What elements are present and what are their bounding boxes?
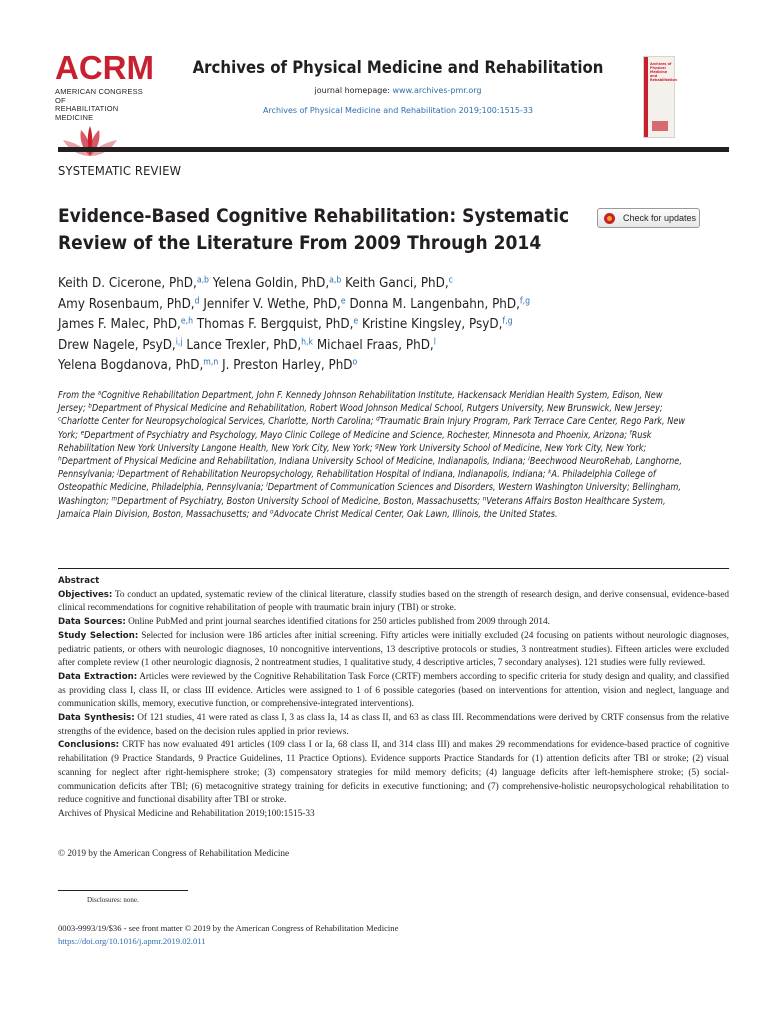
author-name[interactable]: J. Preston Harley, PhD	[218, 358, 353, 373]
abstract-section-label: Data Synthesis:	[58, 713, 135, 724]
affiliation-text: Department of Communication Sciences and Disorders, Western Washington University; Bellingham, Washington;	[58, 482, 681, 507]
affiliation-marker: h	[58, 454, 62, 463]
article-type-label: SYSTEMATIC REVIEW	[58, 163, 182, 178]
journal-cover-thumbnail	[643, 56, 675, 138]
affiliation-text: Veterans Affairs Boston Healthcare System, Jamaica Plain Division, Boston, Massachusetts; and	[58, 495, 666, 520]
abstract-section	[58, 616, 729, 630]
affiliation-marker: f	[629, 428, 632, 437]
journal-title: Archives of Physical Medicine and Rehabilitation	[192, 58, 604, 78]
footnote-rule	[58, 890, 188, 891]
abstract-section	[58, 712, 729, 739]
affiliation-text: Department of Psychiatry, Boston University School of Medicine, Boston, Massachusetts;	[117, 495, 483, 507]
author-affiliation-marker[interactable]: i,j	[175, 336, 183, 347]
cover-title	[650, 62, 677, 82]
author-name[interactable]: Yelena Bogdanova, PhD,	[58, 358, 204, 373]
abstract-citation: Archives of Physical Medicine and Rehabilitation 2019;100:1515-33	[58, 808, 315, 819]
affiliation-text: New York University School of Medicine, New York City, New York;	[378, 442, 647, 454]
abstract-section-label: Data Sources:	[58, 617, 126, 628]
disclosures-footnote: Disclosures: none.	[87, 896, 139, 904]
abstract-section-text: To conduct an updated, systematic review of the clinical literature, classify studies based on the strength of research design, and derive consensual, evidence-based clinical recommendations for cognitive rehabilitation of people with traumatic brain injury (TBI) or stroke.	[58, 589, 729, 614]
abstract-section-text: Selected for inclusion were 186 articles after initial screening. Fifty articles were initially excluded (24 focusing on patients without neurologic diagnoses, pediatric patients, or others with neurologic diagnoses, 10 noncognitive interventions, 13 descriptive protocols or studies, 3 nontreatment studies). Fifteen articles were excluded after complete review (1 other neurologic diagnosis, 2 nontreatment studies, 1 qualitative study, 4 descriptive articles, 7 secondary analyses). 121 studies were fully reviewed.	[58, 630, 729, 669]
author-name[interactable]: Jennifer V. Wethe, PhD,	[199, 296, 341, 312]
author-name[interactable]: Keith D. Cicerone, PhD,	[58, 276, 197, 291]
affiliation-marker: g	[375, 441, 379, 450]
abstract-section-label: Study Selection:	[58, 630, 139, 641]
affiliation-marker: o	[269, 507, 274, 516]
author-name[interactable]: Amy Rosenbaum, PhD,	[58, 296, 195, 312]
author-name[interactable]: Donna M. Langenbahn, PhD,	[345, 296, 520, 312]
affiliations	[58, 389, 692, 521]
abstract-section	[58, 630, 729, 671]
affiliation-marker: j	[117, 467, 119, 476]
author-line	[58, 336, 688, 357]
abstract	[58, 575, 729, 822]
author-affiliation-marker[interactable]: o	[352, 357, 358, 368]
affiliation-marker: m	[111, 494, 118, 503]
author-name[interactable]: Kristine Kingsley, PsyD,	[358, 317, 503, 332]
article-title-line: Review of the Literature From 2009 Through 2014	[58, 232, 542, 254]
doi-link[interactable]: https://doi.org/10.1016/j.apmr.2019.02.011	[58, 936, 206, 946]
cover-band	[644, 57, 648, 137]
affiliation-text: Traumatic Brain Injury Program, Park Terrace Care Center, Rego Park, New York;	[58, 416, 686, 441]
crossmark-icon	[604, 213, 615, 224]
check-for-updates-label: Check for updates	[623, 213, 697, 223]
author-name[interactable]: Lance Trexler, PhD,	[182, 337, 302, 353]
author-list	[58, 274, 688, 377]
affiliation-text: Rusk Rehabilitation New York University Langone Health, New York City, New York;	[58, 429, 652, 454]
article-title-line: Evidence-Based Cognitive Rehabilitation: Systematic	[58, 205, 570, 227]
header-rule	[58, 147, 729, 152]
author-name[interactable]: Drew Nagele, PsyD,	[58, 337, 176, 353]
homepage-link[interactable]: www.archives-pmr.org	[392, 86, 482, 95]
affiliation-text: Charlotte Center for Neuropsychological Services, Charlotte, North Carolina;	[61, 416, 377, 428]
abstract-section	[58, 671, 729, 712]
abstract-section-text: Online PubMed and print journal searches identified citations for 250 articles published from 2009 through 2014.	[125, 617, 550, 628]
author-name[interactable]: Thomas F. Bergquist, PhD,	[193, 317, 354, 332]
logo-subtitle	[55, 88, 155, 122]
affiliation-text: Department of Rehabilitation Neuropsychology, Rehabilitation Hospital of Indiana, Indianapolis, Indiana;	[118, 469, 549, 481]
author-affiliation-marker[interactable]: e	[353, 316, 359, 327]
affiliation-text: Department of Psychiatry and Psychology, Mayo Clinic College of Medicine and Science, Rochester, Minnesota and Phoenix, Arizona;	[84, 429, 630, 441]
cover-graphic	[652, 121, 668, 131]
logo-lotus-icon	[55, 124, 125, 158]
author-affiliation-marker[interactable]: m,n	[203, 357, 219, 368]
affiliation-lead: From the	[58, 390, 98, 401]
author-affiliation-marker[interactable]: f,g	[519, 295, 531, 306]
author-affiliation-marker[interactable]: d	[194, 295, 200, 306]
author-line	[58, 295, 688, 316]
author-affiliation-marker[interactable]: h,k	[301, 336, 314, 347]
abstract-section-text: Of 121 studies, 41 were rated as class I, 3 as class Ia, 14 as class II, and 63 as class III. Recommendations were derived by CRTF consensus from the relative strengths of the evidence, based on the decision rules applied in prior reviews.	[58, 713, 729, 737]
abstract-rule	[58, 568, 729, 569]
abstract-section-text: Articles were reviewed by the Cognitive Rehabilitation Task Force (CRTF) members according to specific criteria for study design and quality, and classified as providing class I, class II, or class III evidence. Articles were assigned to 1 of 6 possible categories (based on interventions for attention, vision and neglect, language and communication skills, memory, executive function, or comprehensive-integrated interventions).	[58, 671, 729, 710]
logo-wordmark: ACRM	[55, 49, 154, 86]
affiliation-marker: d	[376, 414, 380, 423]
author-name[interactable]: Michael Fraas, PhD,	[313, 337, 434, 353]
abstract-section-text: CRTF has now evaluated 491 articles (109 class I or Ia, 68 class II, and 314 class III) and makes 29 recommendations for evidence-based practice of cognitive rehabilitation (9 Practice Standards, 9 Practice Guidelines, 11 Practice Options). Evidence supports Practice Standards for (1) attention deficits after TBI or stroke; (2) visual scanning for neglect after right-hemisphere stroke; (3) compensatory strategies for mild memory deficits; (4) language deficits after left-hemisphere stroke; (5) social-communication deficits after TBI; (6) metacognitive strategy training for deficits in executive functioning; and (7) comprehensive-holistic neuropsychological rehabilitation to reduce cognitive and functional disability after TBI or stroke.	[58, 740, 729, 806]
abstract-section-label: Data Extraction:	[58, 671, 138, 682]
abstract-section-label: Conclusions:	[58, 740, 120, 751]
journal-homepage	[160, 86, 636, 95]
copyright-notice: © 2019 by the American Congress of Rehabilitation Medicine	[58, 849, 290, 859]
abstract-section-label: Objectives:	[58, 589, 113, 600]
author-affiliation-marker[interactable]: a,b	[329, 275, 342, 286]
check-for-updates-button[interactable]	[597, 208, 700, 228]
author-line	[58, 356, 688, 377]
author-affiliation-marker[interactable]: l	[433, 336, 436, 347]
author-affiliation-marker[interactable]: a,b	[196, 275, 209, 286]
affiliation-marker: k	[548, 467, 552, 476]
abstract-heading: Abstract	[58, 576, 100, 586]
author-name[interactable]: Yelena Goldin, PhD,	[208, 276, 330, 291]
cover-title-line: Archives of	[650, 62, 672, 66]
affiliation-marker: b	[88, 401, 92, 410]
author-affiliation-marker[interactable]: e	[340, 295, 346, 306]
affiliation-text: Advocate Christ Medical Center, Oak Lawn, Illinois, the United States.	[273, 508, 558, 520]
acrm-logo	[55, 49, 155, 140]
author-affiliation-marker[interactable]: f,g	[502, 316, 513, 327]
affiliation-marker: l	[266, 480, 268, 489]
article-title	[58, 203, 593, 257]
affiliation-marker: a	[97, 388, 102, 397]
author-name[interactable]: James F. Malec, PhD,	[58, 317, 181, 332]
author-affiliation-marker[interactable]: e,h	[180, 316, 194, 327]
affiliation-marker: i	[528, 454, 530, 463]
author-line	[58, 274, 688, 295]
cover-title-line: Physical Medicine	[650, 66, 668, 74]
homepage-label: journal homepage:	[314, 86, 393, 95]
author-name[interactable]: Keith Ganci, PhD,	[341, 276, 449, 291]
abstract-section	[58, 739, 729, 808]
cover-title-line: and Rehabilitation	[650, 74, 677, 82]
abstract-section	[58, 589, 729, 616]
abstract-sections	[58, 589, 729, 808]
journal-citation-link[interactable]: Archives of Physical Medicine and Rehabilitation 2019;100:1515-33	[262, 106, 534, 115]
affiliation-text: Beechwood NeuroRehab, Langhorne, Pennsylvania;	[58, 456, 682, 481]
affiliation-text: Department of Physical Medicine and Rehabilitation, Indiana University School of Medicine, Indianapolis, Indiana;	[61, 456, 529, 468]
author-line	[58, 315, 688, 336]
affiliation-marker: e	[80, 428, 85, 437]
issn-line: 0003-9993/19/$36 - see front matter © 2019 by the American Congress of Rehabilitation Medicine	[58, 923, 399, 933]
affiliation-text: Department of Physical Medicine and Rehabilitation, Robert Wood Johnson Medical School, Rutgers University, New Brunswick, New Jersey;	[91, 403, 663, 415]
author-affiliation-marker[interactable]: c	[448, 275, 453, 286]
affiliation-text: A. Philadelphia College of Osteopathic Medicine, Philadelphia, Pennsylvania;	[58, 469, 656, 494]
logo-subtitle-line: AMERICAN CONGRESS OF	[55, 87, 143, 105]
affiliation-marker: n	[482, 494, 487, 503]
logo-subtitle-line: REHABILITATION MEDICINE	[55, 104, 119, 122]
affiliation-marker: c	[58, 414, 62, 423]
affiliation-text: Cognitive Rehabilitation Department, John F. Kennedy Johnson Rehabilitation Institute, Hackensack Meridian Health System, Edison, New Jersey;	[58, 390, 663, 415]
